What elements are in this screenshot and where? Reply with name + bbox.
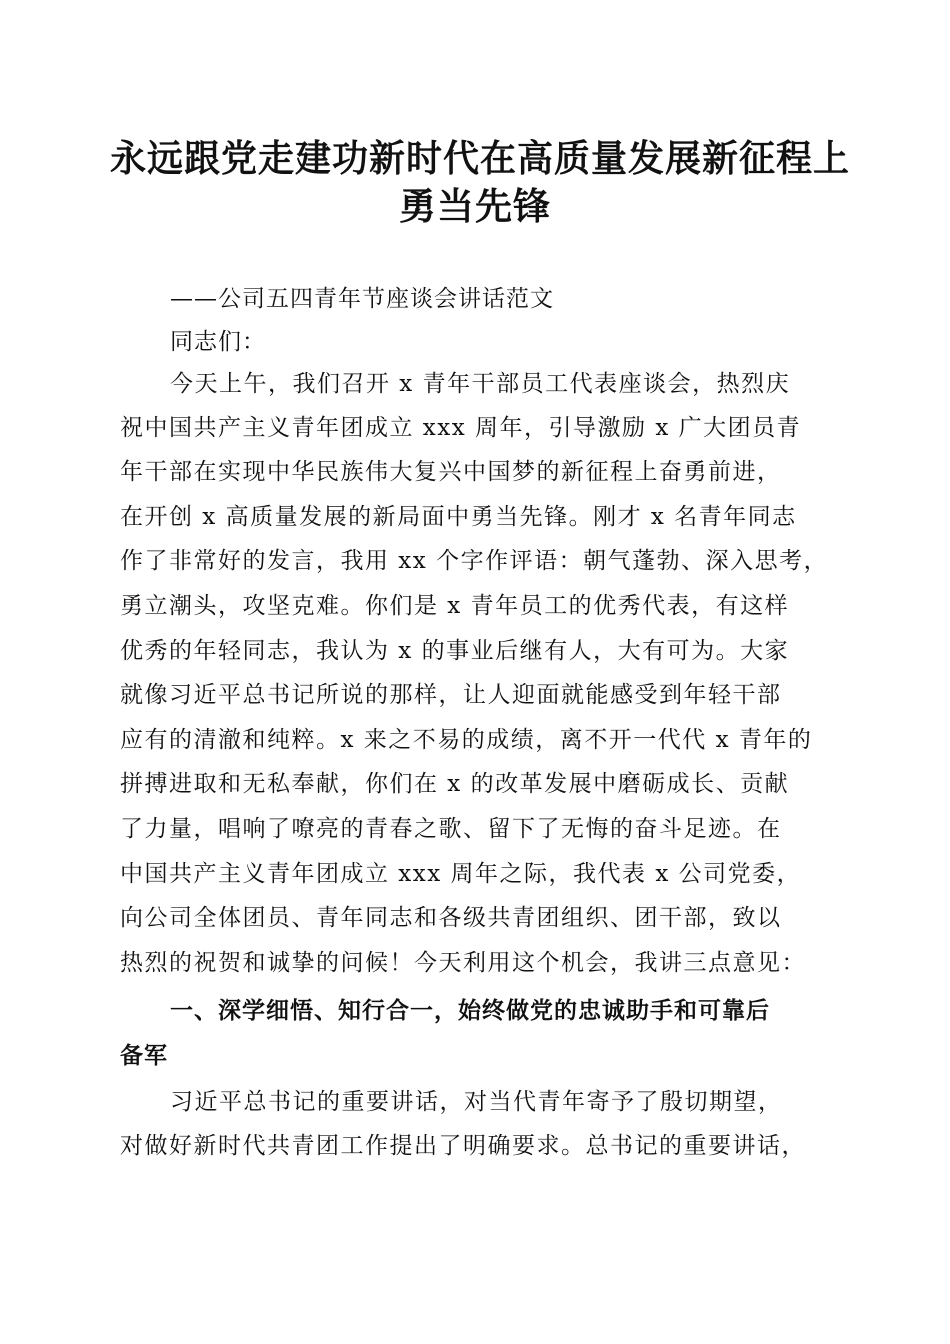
salutation: 同志们：: [170, 329, 266, 355]
paragraph-line: 拼搏进取和无私奉献，你们在 x 的改革发展中磨砺成长、贡献: [120, 771, 790, 797]
paragraph-line: 对做好新时代共青团工作提出了明确要求。总书记的重要讲话，: [120, 1133, 806, 1159]
document-title: [100, 134, 850, 230]
title-line-1: 永远跟党走建功新时代在高质量发展新征程上: [109, 136, 851, 180]
section-heading-line: 备军: [120, 1043, 168, 1069]
paragraph-line: 就像习近平总书记所说的那样，让人迎面就能感受到年轻干部: [120, 682, 782, 708]
section-heading-line: 一、深学细悟、知行合一，始终做党的忠诚助手和可靠后: [170, 998, 770, 1024]
paragraph-line: 中国共产主义青年团成立 xxx 周年之际，我代表 x 公司党委，: [120, 861, 802, 887]
paragraph-line: 勇立潮头，攻坚克难。你们是 x 青年员工的优秀代表，有这样: [120, 593, 790, 619]
paragraph-line: 年干部在实现中华民族伟大复兴中国梦的新征程上奋勇前进，: [120, 459, 782, 485]
paragraph-line: 今天上午，我们召开 x 青年干部员工代表座谈会，热烈庆: [170, 371, 791, 397]
paragraph-line: 应有的清澈和纯粹。x 来之不易的成绩，离不开一代代 x 青年的: [120, 727, 813, 753]
paragraph-line: 热烈的祝贺和诚挚的问候！今天利用这个机会，我讲三点意见：: [120, 950, 806, 976]
paragraph-line: 了力量，唱响了嘹亮的青春之歌、留下了无悔的奋斗足迹。在: [120, 816, 782, 842]
paragraph-line: 祝中国共产主义青年团成立 xxx 周年，引导激励 x 广大团员青: [120, 415, 802, 441]
paragraph-line: 作了非常好的发言，我用 xx 个字作评语：朝气蓬勃、深入思考，: [120, 548, 829, 574]
paragraph-line: 优秀的年轻同志，我认为 x 的事业后继有人，大有可为。大家: [120, 638, 790, 664]
paragraph-line: 习近平总书记的重要讲话，对当代青年寄予了殷切期望，: [170, 1089, 783, 1115]
title-line-2: 勇当先锋: [399, 184, 551, 228]
document-subtitle: ——公司五四青年节座谈会讲话范文: [170, 286, 554, 312]
paragraph-line: 在开创 x 高质量发展的新局面中勇当先锋。刚才 x 名青年同志: [120, 504, 797, 530]
paragraph-line: 向公司全体团员、青年同志和各级共青团组织、团干部，致以: [120, 905, 782, 931]
